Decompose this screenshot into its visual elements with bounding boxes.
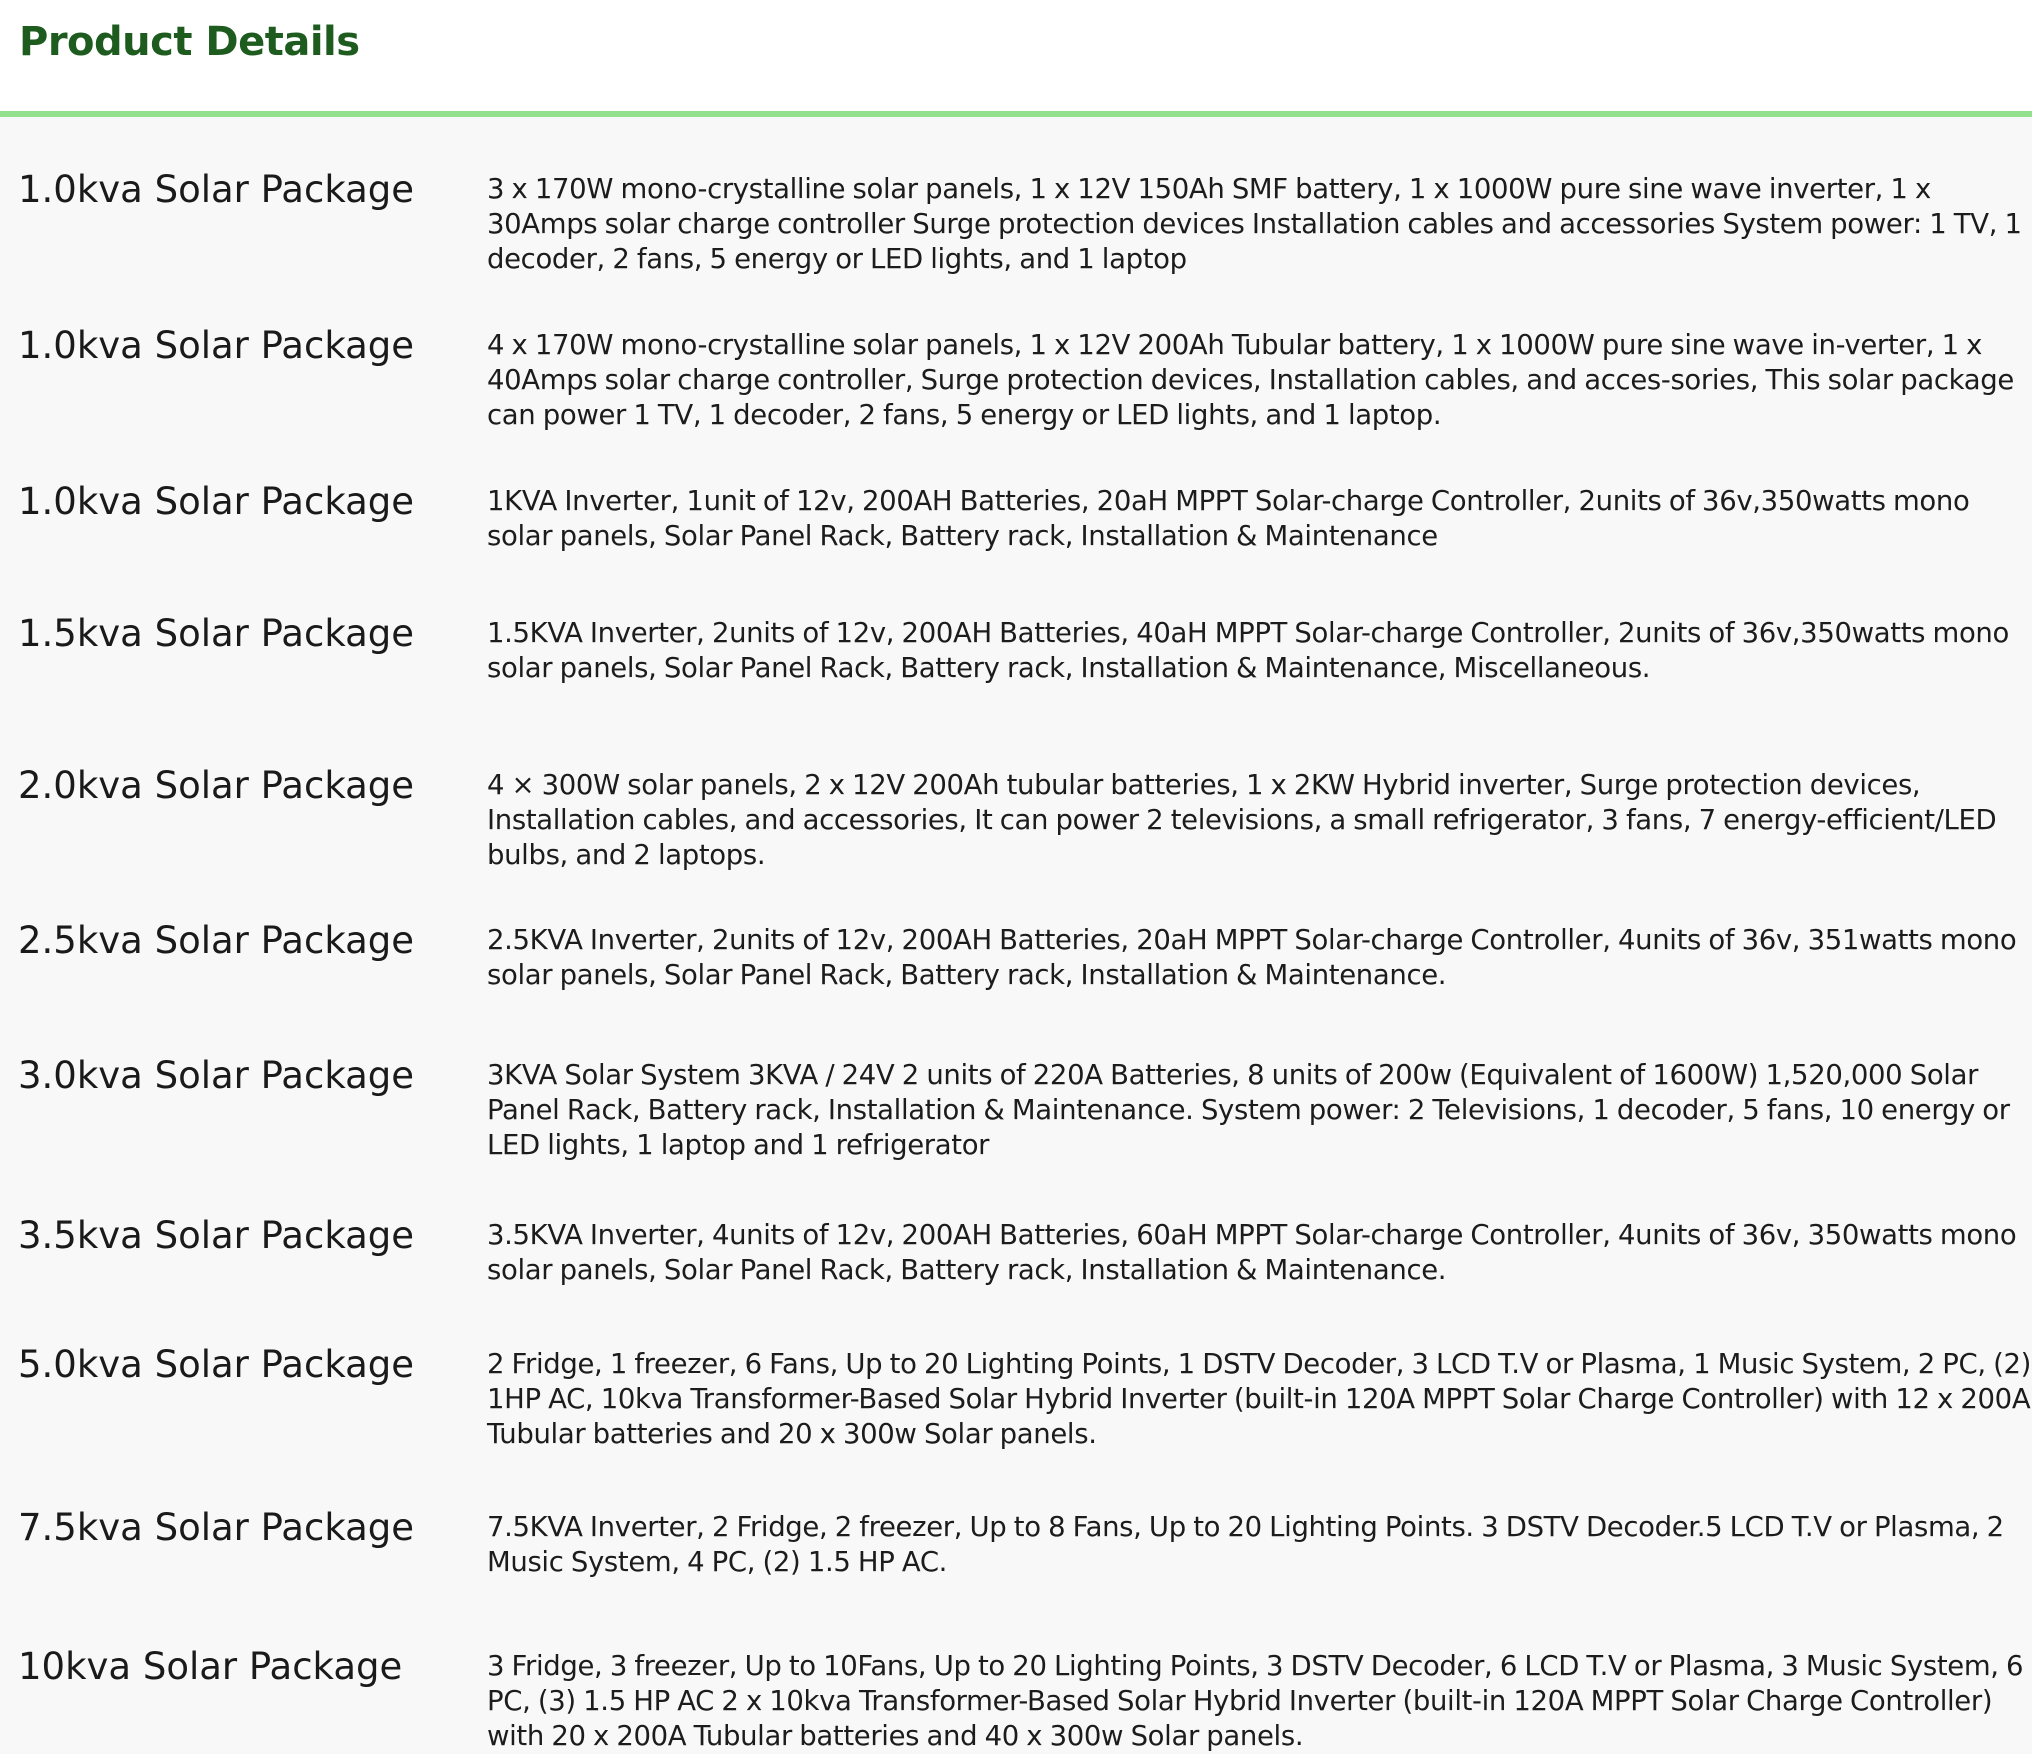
- package-description: 4 x 170W mono-crystalline solar panels, 1 x 12V 200Ah Tubular battery, 1 x 1000W pure sine wave in-verter, 1 x 40Amps solar charge controller, Surge protection devices, Installation cables, and acces-sories, This solar package can power 1 TV, 1 decoder, 2 fans, 5 energy or LED lights, and 1 laptop.: [487, 329, 2014, 431]
- package-name: 1.5kva Solar Package: [18, 612, 415, 655]
- package-description: 4 × 300W solar panels, 2 x 12V 200Ah tubular batteries, 1 x 2KW Hybrid inverter, Surge protection devices, Installation cables, and accessories, It can power 2 televisions, a small refrigerator, 3 fans, 7 energy-efficient/LED bulbs, and 2 laptops.: [487, 769, 1997, 871]
- package-description: 3KVA Solar System 3KVA / 24V 2 units of 220A Batteries, 8 units of 200w (Equivalent of 1600W) 1,520,000 Solar Panel Rack, Battery rack, Installation & Maintenance. System power: 2 Televisions, 1 decoder, 5 fans, 10 energy or LED lights, 1 laptop and 1 refrigerator: [487, 1059, 2010, 1161]
- package-name: 10kva Solar Package: [18, 1645, 403, 1688]
- package-description: 7.5KVA Inverter, 2 Fridge, 2 freezer, Up to 8 Fans, Up to 20 Lighting Points. 3 DSTV Decoder.5 LCD T.V or Plasma, 2 Music System, 4 PC, (2) 1.5 HP AC.: [487, 1511, 2004, 1578]
- page-title: Product Details: [19, 19, 360, 65]
- package-name: 7.5kva Solar Package: [18, 1506, 415, 1549]
- package-name: 1.0kva Solar Package: [18, 480, 415, 523]
- header-divider: [0, 111, 2032, 117]
- package-name: 5.0kva Solar Package: [18, 1343, 415, 1386]
- header: [0, 0, 2032, 112]
- package-description: 3 x 170W mono-crystalline solar panels, 1 x 12V 150Ah SMF battery, 1 x 1000W pure sine wave inverter, 1 x 30Amps solar charge controller Surge protection devices Installation cables and accessories System power: 1 TV, 1 decoder, 2 fans, 5 energy or LED lights, and 1 laptop: [487, 173, 2022, 275]
- package-description: 1.5KVA Inverter, 2units of 12v, 200AH Batteries, 40aH MPPT Solar-charge Controller, 2units of 36v,350watts mono solar panels, Solar Panel Rack, Battery rack, Installation & Maintenance, Miscellaneous.: [487, 617, 2009, 684]
- package-description: 3 Fridge, 3 freezer, Up to 10Fans, Up to 20 Lighting Points, 3 DSTV Decoder, 6 LCD T.V or Plasma, 3 Music System, 6 PC, (3) 1.5 HP AC 2 x 10kva Transformer-Based Solar Hybrid Inverter (built-in 120A MPPT Solar Charge Controller) with 20 x 200A Tubular batteries and 40 x 300w Solar panels.: [487, 1650, 2024, 1752]
- package-name: 3.0kva Solar Package: [18, 1054, 415, 1097]
- package-name: 3.5kva Solar Package: [18, 1214, 415, 1257]
- package-name: 2.5kva Solar Package: [18, 919, 415, 962]
- package-description: 2.5KVA Inverter, 2units of 12v, 200AH Batteries, 20aH MPPT Solar-charge Controller, 4units of 36v, 351watts mono solar panels, Solar Panel Rack, Battery rack, Installation & Maintenance.: [487, 924, 2017, 991]
- package-name: 1.0kva Solar Package: [18, 324, 415, 367]
- package-description: 1KVA Inverter, 1unit of 12v, 200AH Batteries, 20aH MPPT Solar-charge Controller, 2units of 36v,350watts mono solar panels, Solar Panel Rack, Battery rack, Installation & Maintenance: [487, 485, 1970, 552]
- package-name: 2.0kva Solar Package: [18, 764, 415, 807]
- package-description: 3.5KVA Inverter, 4units of 12v, 200AH Batteries, 60aH MPPT Solar-charge Controller, 4units of 36v, 350watts mono solar panels, Solar Panel Rack, Battery rack, Installation & Maintenance.: [487, 1219, 2017, 1286]
- package-description: 2 Fridge, 1 freezer, 6 Fans, Up to 20 Lighting Points, 1 DSTV Decoder, 3 LCD T.V or Plasma, 1 Music System, 2 PC, (2) 1HP AC, 10kva Transformer-Based Solar Hybrid Inverter (built-in 120A MPPT Solar Charge Controller) with 12 x 200A Tubular batteries and 20 x 300w Solar panels.: [487, 1348, 2032, 1450]
- package-name: 1.0kva Solar Package: [18, 168, 415, 211]
